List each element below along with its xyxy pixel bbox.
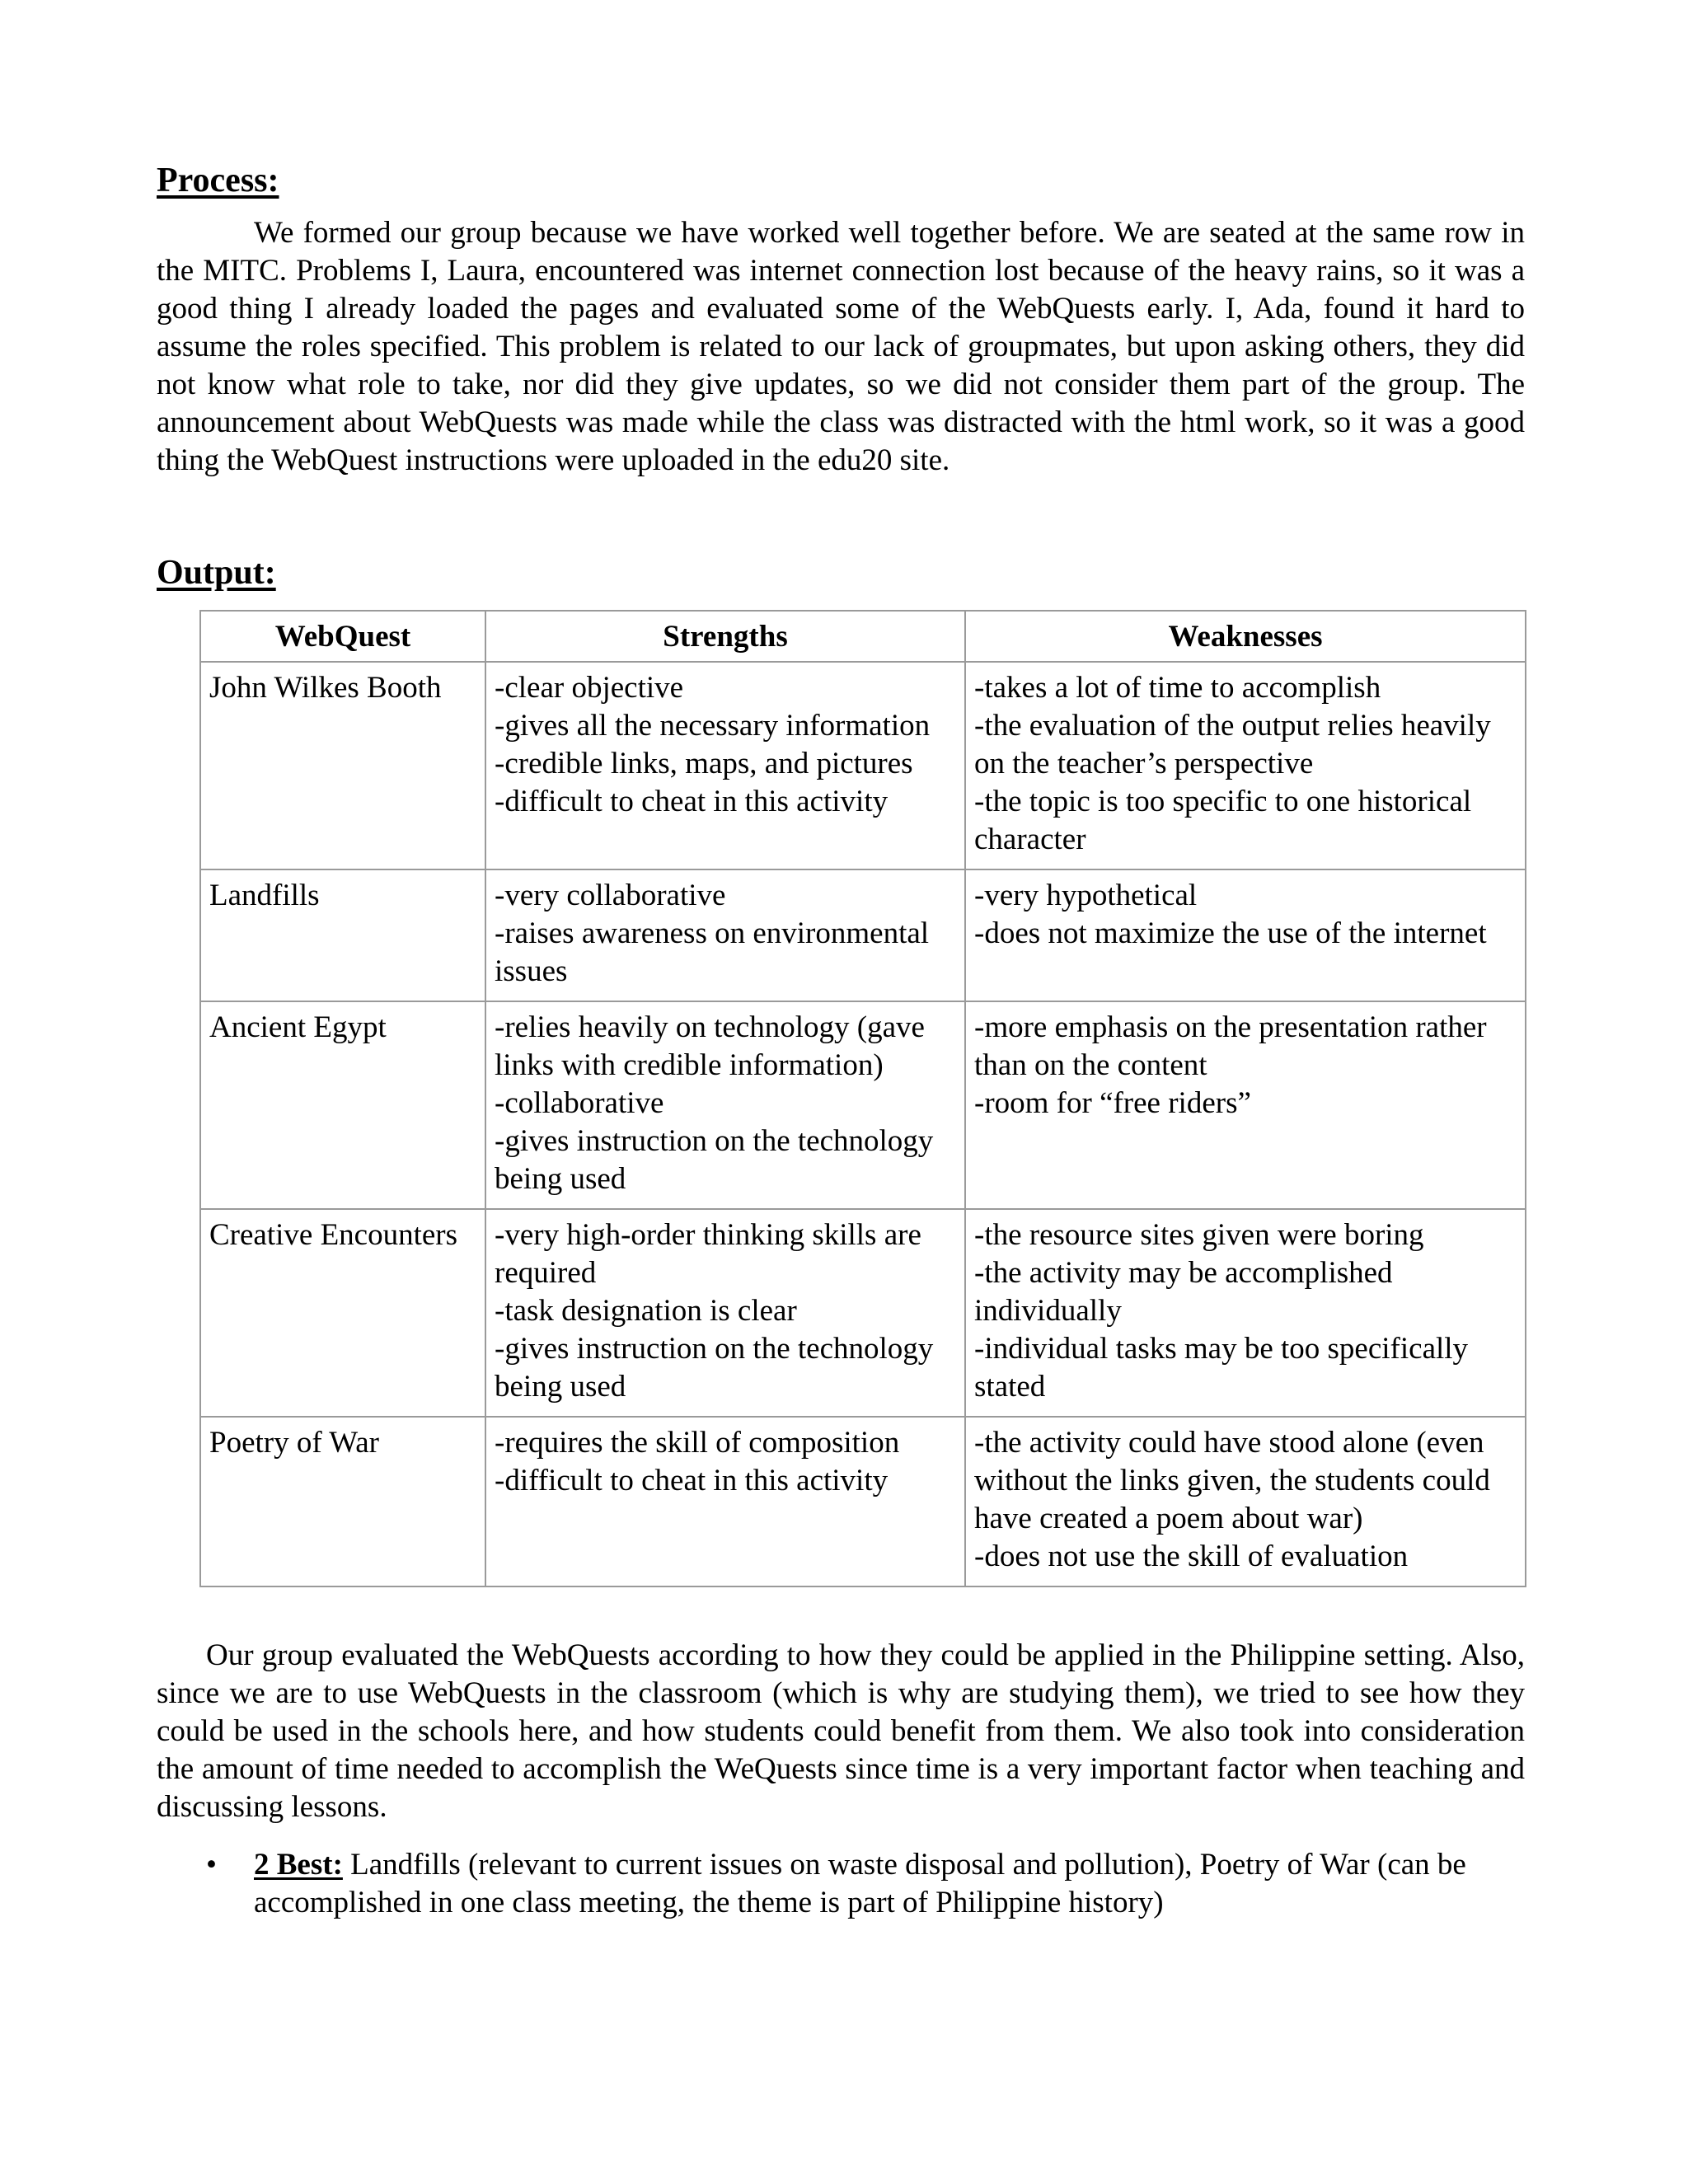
header-webquest: WebQuest: [200, 611, 485, 662]
weaknesses-cell: [965, 1209, 1526, 1417]
weaknesses-cell: [965, 1417, 1526, 1586]
best-label: 2 Best:: [254, 1848, 343, 1882]
weakness-item: -takes a lot of time to accomplish: [974, 671, 1381, 705]
table-row: [200, 662, 1526, 869]
table-header-row: [200, 611, 1526, 662]
webquest-name-cell: Poetry of War: [200, 1417, 485, 1586]
weaknesses-cell: [965, 662, 1526, 869]
weaknesses-cell: [965, 869, 1526, 1001]
process-heading: Process:: [157, 162, 279, 199]
weakness-item: -room for “free riders”: [974, 1086, 1251, 1120]
webquest-evaluation-table: [199, 610, 1526, 1587]
weakness-item: -does not maximize the use of the internet: [974, 916, 1487, 950]
summary-paragraph: Our group evaluated the WebQuests according to how they could be applied in the Philippine setting. Also, since we are to use WebQuests in the classroom (which is why are studying them), we tried to see how they could be used in the schools here, and how students could benefit from them. We also took into consideration the amount of time needed to accomplish the WeQuests since time is a very important factor when teaching and discussing lessons.: [157, 1638, 1525, 1824]
strength-item: -credible links, maps, and pictures: [495, 747, 913, 780]
strength-item: -very high-order thinking skills are required: [495, 1218, 921, 1290]
weakness-item: -more emphasis on the presentation rather than on the content: [974, 1010, 1487, 1082]
strength-item: -gives all the necessary information: [495, 709, 931, 743]
weaknesses-cell: [965, 1001, 1526, 1209]
strength-item: -very collaborative: [495, 879, 726, 912]
strength-item: -difficult to cheat in this activity: [495, 785, 889, 818]
strength-item: -raises awareness on environmental issues: [495, 916, 930, 988]
strengths-cell: [485, 1417, 965, 1586]
weakness-item: -does not use the skill of evaluation: [974, 1540, 1409, 1573]
strength-item: -task designation is clear: [495, 1294, 797, 1328]
weakness-item: -the activity could have stood alone (even without the links given, the students could have created a poem about war): [974, 1426, 1490, 1535]
list-item: [157, 1846, 1525, 1922]
weakness-item: -the activity may be accomplished individually: [974, 1256, 1393, 1328]
weakness-item: -the topic is too specific to one historical character: [974, 785, 1472, 856]
strength-item: -collaborative: [495, 1086, 664, 1120]
bullet-icon: •: [206, 1848, 217, 1882]
table-row: [200, 1417, 1526, 1586]
strengths-cell: [485, 869, 965, 1001]
strength-item: -gives instruction on the technology being used: [495, 1332, 934, 1404]
webquest-name-cell: John Wilkes Booth: [200, 662, 485, 869]
best-text: Landfills (relevant to current issues on waste disposal and pollution), Poetry of War (can be accomplished in one class meeting, the theme is part of Philippine history): [254, 1848, 1466, 1919]
process-paragraph: We formed our group because we have worked well together before. We are seated at the same row in the MITC. Problems I, Laura, encountered was internet connection lost because of the heavy rains, so it was a good thing I already loaded the pages and evaluated some of the WebQuests early. I, Ada, found it hard to assume the roles specified. This problem is related to our lack of groupmates, but upon asking others, they did not know what role to take, nor did they give updates, so we did not consider them part of the group. The announcement about WebQuests was made while the class was distracted with the html work, so it was a good thing the WebQuest instructions were uploaded in the edu20 site.: [157, 216, 1525, 477]
best-list: [157, 1846, 1525, 1922]
output-heading: Output:: [157, 554, 276, 592]
strength-item: -requires the skill of composition: [495, 1426, 900, 1460]
table-row: [200, 1209, 1526, 1417]
weakness-item: -the resource sites given were boring: [974, 1218, 1424, 1252]
strength-item: -clear objective: [495, 671, 684, 705]
table-row: [200, 869, 1526, 1001]
header-strengths: Strengths: [485, 611, 965, 662]
strengths-cell: [485, 1209, 965, 1417]
weakness-item: -individual tasks may be too specifically stated: [974, 1332, 1469, 1404]
document-page: [157, 157, 1525, 1922]
webquest-name-cell: Creative Encounters: [200, 1209, 485, 1417]
weakness-item: -the evaluation of the output relies heavily on the teacher’s perspective: [974, 709, 1491, 780]
webquest-name-cell: Landfills: [200, 869, 485, 1001]
webquest-name-cell: Ancient Egypt: [200, 1001, 485, 1209]
strengths-cell: [485, 1001, 965, 1209]
header-weaknesses: Weaknesses: [965, 611, 1526, 662]
strength-item: -difficult to cheat in this activity: [495, 1464, 889, 1497]
weakness-item: -very hypothetical: [974, 879, 1198, 912]
strength-item: -relies heavily on technology (gave links with credible information): [495, 1010, 925, 1082]
strength-item: -gives instruction on the technology being used: [495, 1124, 934, 1196]
strengths-cell: [485, 662, 965, 869]
table-row: [200, 1001, 1526, 1209]
